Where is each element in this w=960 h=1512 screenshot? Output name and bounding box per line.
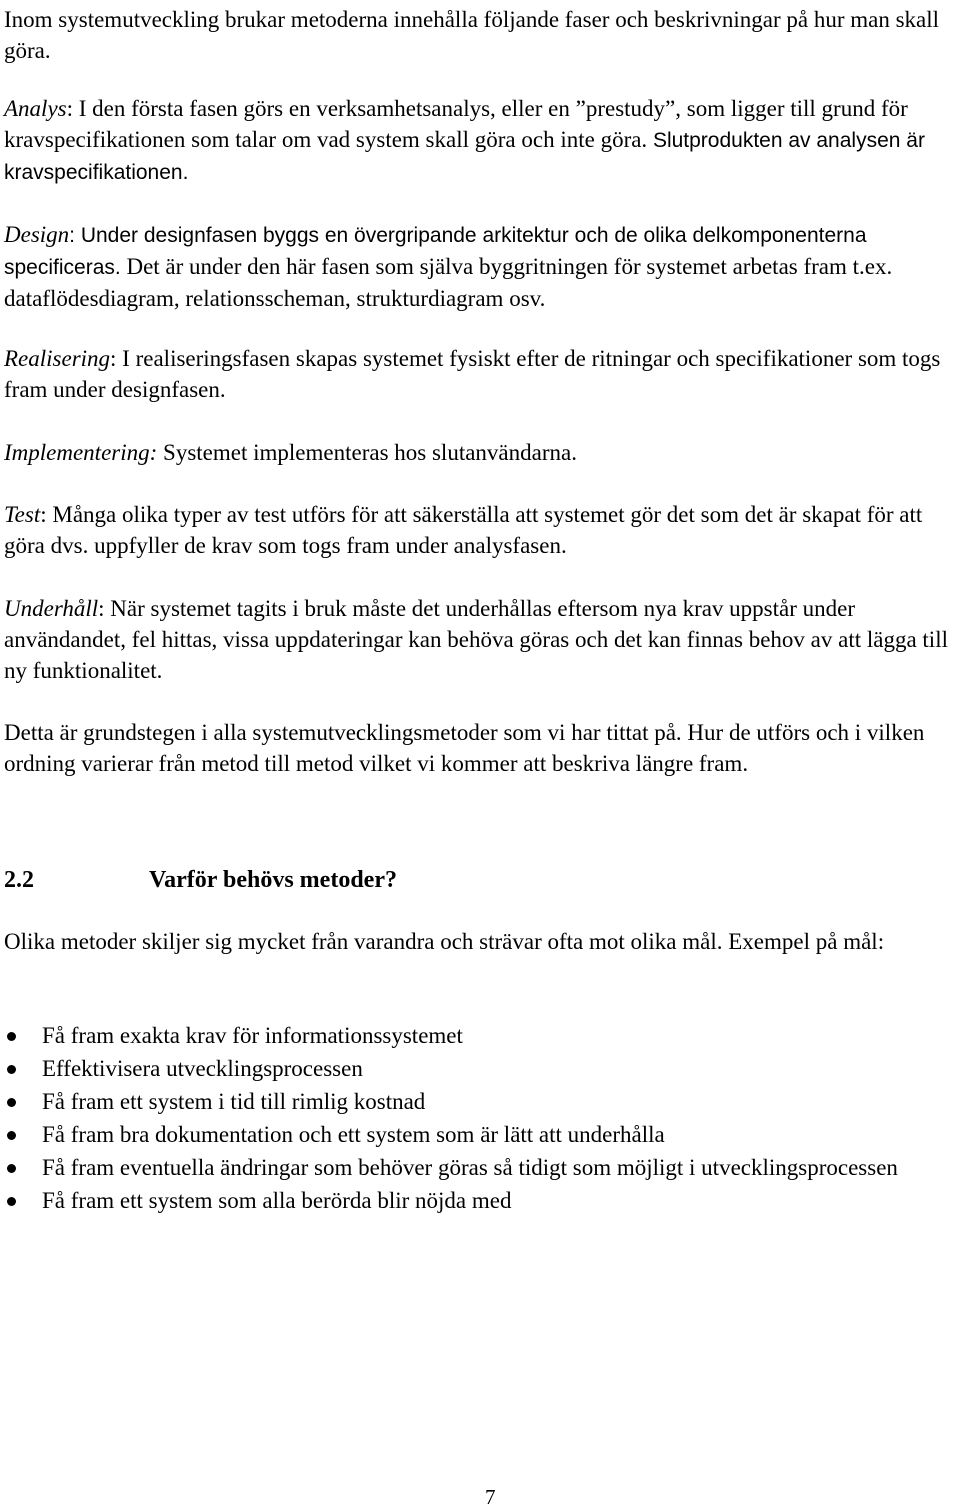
list-item-text: Få fram eventuella ändringar som behöver göras så tidigt som möjligt i utvecklingsprocessen [42,1155,898,1180]
phase-implementering-text: Systemet implementeras hos slutanvändarna. [157,440,577,465]
list-item-text: Få fram bra dokumentation och ett system som är lätt att underhålla [42,1122,665,1147]
phase-design-text-sans: : Under designfasen byggs en övergripande arkitektur och de olika delkomponenterna specificeras. [4,224,867,279]
phase-test-term: Test [4,502,41,527]
phase-design-paragraph [4,219,956,314]
phase-realisering-term: Realisering [4,346,111,371]
document-page [4,0,960,1512]
list-item [4,1020,944,1052]
list-item [4,1185,944,1217]
section-intro-paragraph: Olika metoder skiljer sig mycket från varandra och strävar ofta mot olika mål. Exempel på mål: [4,929,885,954]
phase-realisering-paragraph [4,343,956,405]
bullet-icon [7,1131,16,1140]
phase-test-text: : Många olika typer av test utförs för att säkerställa att systemet gör det som det är skapat för att göra dvs. uppfyller de krav som togs fram under analysfasen. [4,502,923,558]
list-item-text: Få fram ett system i tid till rimlig kostnad [42,1089,426,1114]
phase-analys-term: Analys [4,96,67,121]
goals-list [4,1020,944,1218]
list-item-text: Få fram ett system som alla berörda blir nöjda med [42,1188,512,1213]
list-item-text: Få fram exakta krav för informationssystemet [42,1023,463,1048]
phase-underhall-text: : När systemet tagits i bruk måste det underhållas eftersom nya krav uppstår under användandet, fel hittas, vissa uppdateringar kan behöva göras och det kan finnas behov av att lägga till ny funktionalitet. [4,596,948,683]
section-number: 2.2 [4,867,34,893]
phase-realisering-text: : I realiseringsfasen skapas systemet fysiskt efter de ritningar och specifikationer som togs fram under designfasen. [4,346,941,402]
phase-underhall-term: Underhåll [4,596,99,621]
phase-analys-text: : I den första fasen görs en verksamhetsanalys, eller en ”prestudy”, som ligger till grund för kravspecifikationen som talar om vad system skall göra och inte göra. [4,96,908,152]
phase-test-paragraph [4,499,956,561]
list-item [4,1152,944,1184]
list-item-text: Effektivisera utvecklingsprocessen [42,1056,363,1081]
list-item [4,1086,944,1118]
phase-analys-paragraph [4,93,956,188]
phase-design-term: Design [4,222,70,247]
list-item [4,1053,944,1085]
phase-implementering-term: Implementering: [4,440,158,465]
bullet-icon [7,1032,16,1041]
bullet-icon [7,1098,16,1107]
bullet-icon [7,1197,16,1206]
intro-paragraph: Inom systemutveckling brukar metoderna innehålla följande faser och beskrivningar på hur man skall göra. [4,7,940,63]
summary-paragraph: Detta är grundstegen i alla systemutvecklingsmetoder som vi har tittat på. Hur de utförs och i vilken ordning varierar från metod till metod vilket vi kommer att beskriva längre fram. [4,720,925,776]
bullet-icon [7,1065,16,1074]
phase-implementering-paragraph [4,437,956,468]
phase-underhall-paragraph [4,593,956,686]
page-number: 7 [485,1485,496,1509]
phase-analys-text-sans: Slutprodukten av analysen är kravspecifikationen. [4,129,925,184]
phase-design-text: Det är under den här fasen som själva byggritningen för systemet arbetas fram t.ex. dataflödesdiagram, relationsscheman, strukturdiagram osv. [4,254,893,311]
section-heading [4,864,397,896]
bullet-icon [7,1164,16,1173]
list-item [4,1119,944,1151]
section-title: Varför behövs metoder? [149,867,397,893]
